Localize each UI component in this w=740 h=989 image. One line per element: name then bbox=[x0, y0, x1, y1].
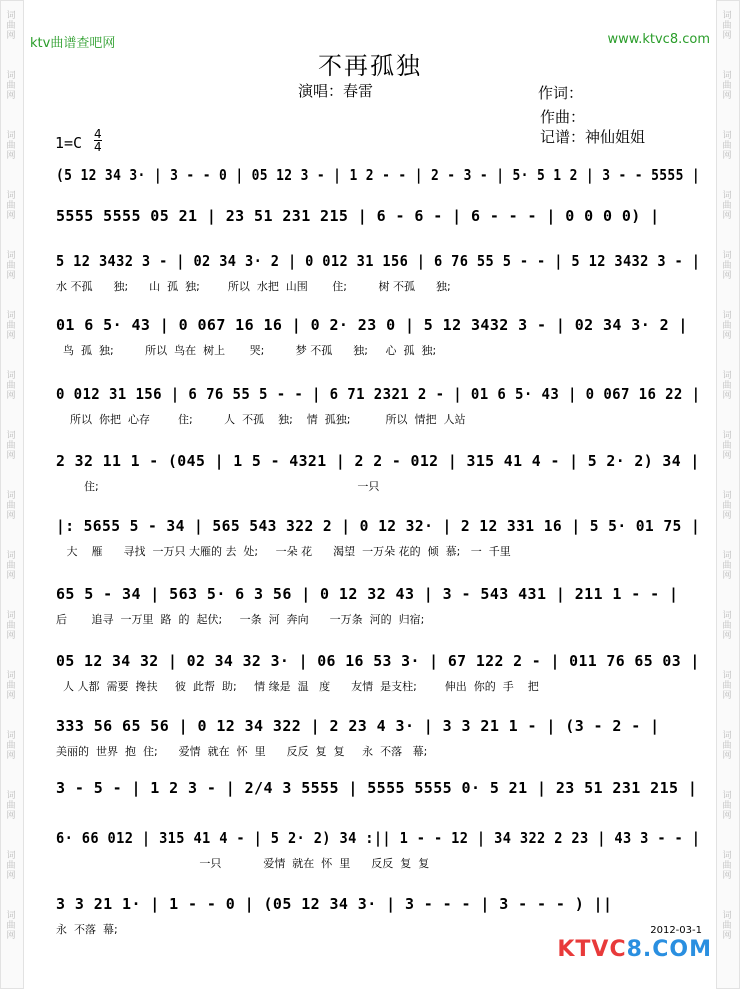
watermark-text: 词曲网 bbox=[722, 251, 732, 281]
watermark-text: 词曲网 bbox=[722, 611, 732, 641]
watermark-text: 词曲网 bbox=[722, 731, 732, 761]
watermark-text: 词曲网 bbox=[722, 431, 732, 461]
watermark-text: 词曲网 bbox=[6, 731, 16, 761]
watermark-text: 词曲网 bbox=[6, 851, 16, 881]
lyric-line: 美丽的 世界 抱 住; 爱情 就在 怀 里 反反 复 复 永 不落 幕; bbox=[56, 745, 428, 758]
notation-line: (5 12 34 3· | 3 - - 0 | 05 12 3 - | 1 2 - - | 2 - 3 - | 5· 5 1 2 | 3 - - 5555 | bbox=[56, 166, 701, 184]
time-signature bbox=[94, 128, 102, 153]
composer-label: 作曲： bbox=[540, 108, 586, 126]
lyric-line: 永 不落 幕; bbox=[56, 923, 118, 936]
lyric-line: 人 人都 需要 搀扶 彼 此帮 助; 情 缘是 温 度 友情 是支柱; 伸出 你的 手 把 bbox=[56, 680, 539, 693]
lyric-line: 水 不孤 独; 山 孤 独; 所以 水把 山围 住; 树 不孤 独; bbox=[56, 280, 451, 293]
watermark-text: 词曲网 bbox=[722, 191, 732, 221]
left-watermark-strip bbox=[0, 0, 24, 989]
watermark-text: 词曲网 bbox=[722, 791, 732, 821]
notation-line: 6· 66 012 | 315 41 4 - | 5 2· 2) 34 :|| 1 - - 12 | 34 322 2 23 | 43 3 - - | bbox=[56, 829, 701, 847]
watermark-text: 词曲网 bbox=[6, 311, 16, 341]
watermark-text: 词曲网 bbox=[6, 911, 16, 941]
lyric-line: 所以 你把 心存 住; 人 不孤 独; 情 孤独; 所以 情把 人站 bbox=[56, 413, 466, 426]
watermark-text: 词曲网 bbox=[6, 371, 16, 401]
notation-line: 0 012 31 156 | 6 76 55 5 - - | 6 71 2321 2 - | 01 6 5· 43 | 0 067 16 22 | bbox=[56, 385, 701, 403]
watermark-text: 词曲网 bbox=[6, 611, 16, 641]
watermark-text: 词曲网 bbox=[722, 851, 732, 881]
logo-part-b: 8.COM bbox=[626, 937, 712, 962]
watermark-text: 词曲网 bbox=[722, 11, 732, 41]
watermark-text: 词曲网 bbox=[722, 671, 732, 701]
watermark-text: 词曲网 bbox=[722, 311, 732, 341]
watermark-text: 词曲网 bbox=[722, 551, 732, 581]
watermark-text: 词曲网 bbox=[6, 491, 16, 521]
lyricist-label: 作词： bbox=[538, 84, 584, 102]
logo-part-a: KTVC bbox=[557, 937, 627, 962]
time-signature-bottom: 4 bbox=[94, 140, 102, 154]
lyric-line: 鸟 孤 独; 所以 鸟在 树上 哭; 梦 不孤 独; 心 孤 独; bbox=[56, 344, 437, 357]
watermark-text: 词曲网 bbox=[722, 371, 732, 401]
watermark-text: 词曲网 bbox=[6, 671, 16, 701]
watermark-text: 词曲网 bbox=[6, 131, 16, 161]
song-title: 不再孤独 bbox=[318, 52, 422, 80]
notation-line: 5555 5555 05 21 | 23 51 231 215 | 6 - 6 - | 6 - - - | 0 0 0 0) | bbox=[56, 207, 660, 225]
lyric-line: 住; 一只 bbox=[56, 480, 380, 493]
date-stamp: 2012-03-1 bbox=[650, 925, 702, 936]
notation-line: 3 - 5 - | 1 2 3 - | 2/4 3 5555 | 5555 5555 0· 5 21 | 23 51 231 215 | bbox=[56, 779, 698, 797]
lyric-line: 一只 爱情 就在 怀 里 反反 复 复 bbox=[56, 857, 430, 870]
watermark-text: 词曲网 bbox=[722, 911, 732, 941]
site-name-label: ktv曲谱查吧网 bbox=[30, 36, 116, 51]
watermark-text: 词曲网 bbox=[6, 791, 16, 821]
watermark-text: 词曲网 bbox=[722, 131, 732, 161]
notation-line: 5 12 3432 3 - | 02 34 3· 2 | 0 012 31 156 | 6 76 55 5 - - | 5 12 3432 3 - | bbox=[56, 252, 701, 270]
notation-line: 65 5 - 34 | 563 5· 6 3 56 | 0 12 32 43 | 3 - 543 431 | 211 1 - - | bbox=[56, 585, 679, 603]
ktvc8-logo bbox=[557, 937, 712, 962]
transcriber-label: 记谱：神仙姐姐 bbox=[540, 128, 646, 146]
watermark-text: 词曲网 bbox=[6, 251, 16, 281]
right-watermark-strip bbox=[716, 0, 740, 989]
notation-line: 05 12 34 32 | 02 34 32 3· | 06 16 53 3· | 67 122 2 - | 011 76 65 03 | bbox=[56, 652, 700, 670]
watermark-text: 词曲网 bbox=[722, 71, 732, 101]
time-signature-top: 4 bbox=[94, 127, 102, 141]
watermark-text: 词曲网 bbox=[6, 191, 16, 221]
lyric-line: 大 雁 寻找 一万只 大雁的 去 处; 一朵 花 渴望 一万朵 花的 倾 慕; 一 千里 bbox=[56, 545, 511, 558]
notation-line: 3 3 21 1· | 1 - - 0 | (05 12 34 3· | 3 - - - | 3 - - - ) || bbox=[56, 895, 613, 913]
notation-line: |: 5655 5 - 34 | 565 543 322 2 | 0 12 32· | 2 12 331 16 | 5 5· 01 75 | bbox=[56, 517, 701, 535]
notation-line: 01 6 5· 43 | 0 067 16 16 | 0 2· 23 0 | 5 12 3432 3 - | 02 34 3· 2 | bbox=[56, 316, 688, 334]
key-signature: 1=C bbox=[55, 134, 83, 152]
site-url-link[interactable]: www.ktvc8.com bbox=[607, 32, 710, 47]
lyric-line: 后 追寻 一万里 路 的 起伏; 一条 河 奔向 一万条 河的 归宿; bbox=[56, 613, 425, 626]
watermark-text: 词曲网 bbox=[6, 11, 16, 41]
watermark-text: 词曲网 bbox=[6, 431, 16, 461]
notation-line: 2 32 11 1 - (045 | 1 5 - 4321 | 2 2 - 012 | 315 41 4 - | 5 2· 2) 34 | bbox=[56, 452, 700, 470]
watermark-text: 词曲网 bbox=[722, 491, 732, 521]
singer-label: 演唱：春雷 bbox=[298, 82, 374, 100]
watermark-text: 词曲网 bbox=[6, 71, 16, 101]
notation-line: 333 56 65 56 | 0 12 34 322 | 2 23 4 3· | 3 3 21 1 - | (3 - 2 - | bbox=[56, 717, 660, 735]
watermark-text: 词曲网 bbox=[6, 551, 16, 581]
